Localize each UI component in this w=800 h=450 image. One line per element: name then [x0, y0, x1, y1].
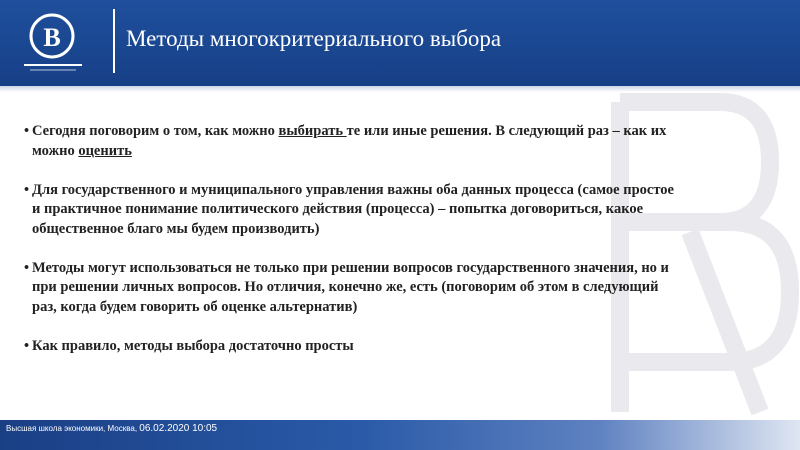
- footer-org: Высшая школа экономики, Москва,: [6, 424, 140, 433]
- bullet-text: и практичное понимание политического действия (процесса) – попытка договориться, какое: [32, 201, 644, 217]
- underlined-term-choose: выбирать: [278, 123, 347, 139]
- svg-text:В: В: [43, 23, 61, 52]
- slide-title: Методы многокритериального выбора: [126, 26, 502, 51]
- footer-datetime: 06.02.2020 10:05: [139, 423, 218, 434]
- logo-divider: [113, 9, 115, 73]
- bullet-item: [24, 181, 784, 240]
- bullet-text: можно: [32, 142, 79, 159]
- hse-logo: [22, 10, 102, 74]
- bullet-text: Для государственного и муниципального управления важны оба данных процесса (самое простое: [32, 181, 674, 198]
- bullet-marker: •: [24, 123, 30, 139]
- footer-text: [6, 423, 217, 434]
- bullet-marker: •: [24, 181, 30, 198]
- bullet-text: при решении личных вопросов. Но отличия, конечно же, есть (поговорим об этом в следующий: [32, 279, 659, 295]
- underlined-term-evaluate: оценить: [78, 142, 132, 159]
- bullet-marker: •: [24, 337, 30, 354]
- bullet-text: общественное благо мы будем производить): [32, 220, 320, 237]
- bullet-item: [24, 259, 784, 318]
- slide-content: [24, 122, 784, 376]
- bullet-text: Методы могут использоваться не только при решении вопросов государственного значения, но и: [32, 259, 669, 276]
- bullet-text: раз, когда будем говорить об оценке альтернатив): [32, 298, 358, 315]
- bullet-item: [24, 122, 784, 161]
- bullet-text: Сегодня поговорим о том, как можно: [32, 123, 279, 139]
- bullet-marker: •: [24, 259, 30, 276]
- bullet-text: те или иные решения. В следующий раз – как их: [346, 123, 667, 139]
- bullet-item: [24, 337, 784, 357]
- bullet-text: Как правило, методы выбора достаточно просты: [32, 337, 354, 354]
- slide-header: [0, 0, 800, 86]
